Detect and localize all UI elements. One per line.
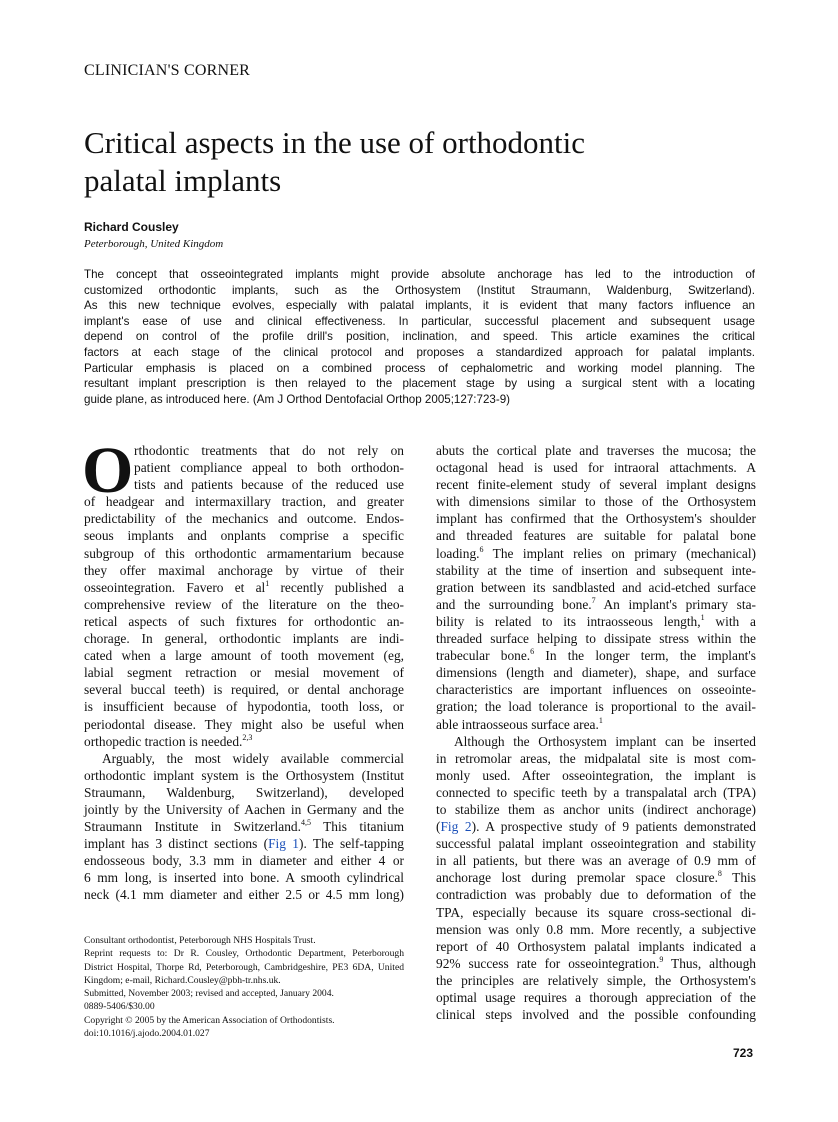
body-line: monly used. After osseointegration, the implant is xyxy=(436,767,756,783)
abstract xyxy=(84,267,755,407)
body-line: mension was only 0.8 mm. More recently, a subjective xyxy=(436,921,756,937)
body-line: several buccal teeth) is required, or dental anchorage xyxy=(84,682,404,698)
body-line: gration; the load tolerance is proportional to the avail- xyxy=(436,699,756,715)
figure-link[interactable]: Fig 1 xyxy=(268,836,299,852)
body-line: with dimensions similar to those of the Orthosystem xyxy=(436,494,756,510)
body-line: labial segment retraction or mesial movement of xyxy=(84,665,404,681)
abstract-line: customized orthodontic implants, such as the Orthosystem (Institut Straumann, Waldenburg, Switzerland). xyxy=(84,283,755,297)
body-line: report of 40 Orthosystem palatal implants indicated a xyxy=(436,938,756,954)
body-line: clinical steps involved and the possible confounding xyxy=(436,1007,756,1023)
section-label: CLINICIAN'S CORNER xyxy=(84,62,251,79)
abstract-line: guide plane, as introduced here. (Am J Orthod Dentofacial Orthop 2005;127:723-9) xyxy=(84,392,511,406)
body-line: Arguably, the most widely available commercial xyxy=(102,750,404,766)
body-line: TPA, especially because its square cross-sectional di- xyxy=(436,904,756,920)
body-column-right xyxy=(436,442,756,1023)
body-line: in retromolar areas, the midpalatal site is most com- xyxy=(436,750,756,766)
body-line: rthodontic treatments that do not rely on xyxy=(134,443,404,458)
body-line: orthopedic traction is needed.$^{2,3}$ xyxy=(84,732,253,749)
title-line: palatal implants xyxy=(84,163,282,198)
body-line: able intraosseous surface area.$^1$ xyxy=(436,715,603,732)
abstract-line: depend on control of the profile drill's position, inclination, and speed. This article examines the critical xyxy=(84,330,755,344)
body-line: successful palatal implant osseointegration and stability xyxy=(436,836,756,852)
footnotes xyxy=(84,934,404,1040)
author-name: Richard Cousley xyxy=(84,220,179,234)
citation-ref[interactable]: 4,5 xyxy=(300,818,311,828)
body-line: the principles are relatively simple, the Orthosystem's xyxy=(436,972,756,988)
abstract-line: As this new technique evolves, especially with palatal implants, it is evident that many factors influence an xyxy=(84,299,755,313)
body-line: recent finite-element study of several implant designs xyxy=(436,477,756,493)
body-line: to stabilize them as anchor units (indirect anchorage) xyxy=(436,801,756,817)
body-line: they offer maximal anchorage by virtue of their xyxy=(84,562,404,578)
footnote-line: Reprint requests to: Dr R. Cousley, Orthodontic Department, Peterborough xyxy=(84,948,404,960)
abstract-line: implant's ease of use and clinical effectiveness. In particular, successful placement and subsequent usage xyxy=(84,314,755,328)
body-line: of headgear and intermaxillary traction, and greater xyxy=(84,494,404,510)
body-line: tists and patients because of the reduced use xyxy=(134,477,404,493)
footnote-line: 0889-5406/$30.00 xyxy=(84,1001,155,1013)
citation-ref[interactable]: 6 xyxy=(530,647,535,657)
body-line: chorage. In general, orthodontic implants are indi- xyxy=(84,631,404,647)
body-line: neck (4.1 mm diameter and either 2.5 or 4.5 mm long) xyxy=(84,887,404,903)
body-line: loading.$^6$ The implant relies on primary (mechanical) xyxy=(436,544,756,561)
body-line: Straumann, Waldenburg, Switzerland), developed xyxy=(84,784,404,800)
body-line: optimal usage requires a thorough appreciation of the xyxy=(436,990,756,1005)
body-line: and the surrounding bone.$^7$ An implant's primary sta- xyxy=(436,595,756,612)
body-line: threaded surface helping to dissipate stress within the xyxy=(436,631,756,647)
body-line: (Fig 2). A prospective study of 9 patients demonstrated xyxy=(436,819,757,835)
citation-ref[interactable]: 9 xyxy=(659,954,664,964)
body-line: endosseous body, 3.3 mm in diameter and either 4 or xyxy=(84,853,404,869)
citation-ref[interactable]: 2,3 xyxy=(242,732,253,742)
body-line: comprehensive review of the literature on the theo- xyxy=(84,596,404,612)
citation-ref[interactable]: 1 xyxy=(598,715,603,725)
page-number: 723 xyxy=(733,1046,754,1060)
body-line: gration between its sandblasted and acid-etched surface xyxy=(436,579,756,595)
body-line: orthodontic implant system is the Orthosystem (Institut xyxy=(84,767,404,783)
article-title xyxy=(84,124,585,200)
citation-ref[interactable]: 1 xyxy=(700,612,705,622)
drop-cap: O xyxy=(82,434,134,507)
body-line: implant has 3 distinct sections (Fig 1). The self-tapping xyxy=(84,836,404,852)
footnote-line: Consultant orthodontist, Peterborough NHS Hospitals Trust. xyxy=(84,935,316,946)
abstract-line: resultant implant prescription is then relayed to the placement stage by using a surgical stent with a locating xyxy=(84,377,755,391)
author-affiliation: Peterborough, United Kingdom xyxy=(84,238,224,250)
body-line: connected to specific teeth by a transpalatal arch (TPA) xyxy=(436,784,756,800)
footnote-line: Kingdom; e-mail, Richard.Cousley@pbh-tr.nhs.uk. xyxy=(84,974,281,986)
abstract-line: factors at each stage of the clinical protocol and proposes a standardized approach for palatal implants. xyxy=(84,345,755,359)
body-line: characteristics are important influences on osseointe- xyxy=(436,682,756,698)
body-line: predictability of the mechanics and outcome. Endos- xyxy=(84,511,404,527)
body-line: subgroup of this orthodontic armamentarium because xyxy=(84,545,404,561)
body-line: in all patients, but there was an average of 0.9 mm of xyxy=(436,853,756,869)
body-line: abuts the cortical plate and traverses the mucosa; the xyxy=(436,443,756,458)
body-line: dimensions (length and diameter), shape, and surface xyxy=(436,665,756,681)
body-line: retical aspects of such fixtures for orthodontic an- xyxy=(84,613,404,629)
footnote-line: District Hospital, Thorpe Rd, Peterborough, Cambridgeshire, PE3 6DA, United xyxy=(84,961,404,973)
body-line: seous implants and onplants comprise a specific xyxy=(84,528,404,544)
footnote-line: doi:10.1016/j.ajodo.2004.01.027 xyxy=(84,1028,210,1040)
title-line: Critical aspects in the use of orthodontic xyxy=(84,125,586,160)
body-line: stability at the time of insertion and subsequent inte- xyxy=(436,562,756,578)
body-line: jointly by the University of Aachen in Germany and the xyxy=(84,801,404,817)
body-column-left xyxy=(84,442,404,904)
body-line: octagonal head is used for intraoral attachments. A xyxy=(436,460,756,476)
body-line: implant has confirmed that the Orthosystem's shoulder xyxy=(436,511,756,527)
body-line: contradiction was probably due to deformation of the xyxy=(436,887,756,903)
citation-ref[interactable]: 6 xyxy=(479,544,484,554)
body-line: osseointegration. Favero et $al^1$ recently published a xyxy=(84,578,404,595)
body-line: bility is related to its intraosseous length,$^1$ with a xyxy=(436,612,756,629)
abstract-line: The concept that osseointegrated implants might provide absolute anchorage has led to the introduction of xyxy=(84,268,755,281)
body-line: anchorage lost during premolar space closure.$^8$ This xyxy=(436,869,756,886)
body-line: and threaded features are suitable for palatal bone xyxy=(436,528,756,544)
citation-ref[interactable]: 7 xyxy=(591,595,596,605)
body-line: cated when a large amount of tooth movement (eg, xyxy=(84,648,404,664)
body-line: Straumann Institute in Switzerland.$^{4,5}$ This titanium xyxy=(84,818,405,835)
body-line: patient compliance appeal to both orthodon- xyxy=(134,460,404,476)
footnote-line: Submitted, November 2003; revised and accepted, January 2004. xyxy=(84,988,334,1000)
body-line: is insufficient because of hypodontia, tooth loss, or xyxy=(84,699,404,715)
body-line: periodontal disease. They might also be useful when xyxy=(84,716,404,732)
body-line: Although the Orthosystem implant can be inserted xyxy=(454,733,756,749)
citation-ref[interactable]: 1 xyxy=(265,578,270,588)
body-line: 92% success rate for osseointegration.$^9$ Thus, although xyxy=(436,954,756,971)
figure-link[interactable]: Fig 2 xyxy=(440,819,472,835)
footnote-line: Copyright © 2005 by the American Association of Orthodontists. xyxy=(84,1014,335,1026)
abstract-line: Particular emphasis is placed on a combined process of cephalometric and working model planning. The xyxy=(84,361,755,375)
body-line: 6 mm long, is inserted into bone. A smooth cylindrical xyxy=(84,870,404,886)
body-line: trabecular bone.$^6$ In the longer term, the implant's xyxy=(436,647,757,664)
citation-ref[interactable]: 8 xyxy=(717,869,722,879)
